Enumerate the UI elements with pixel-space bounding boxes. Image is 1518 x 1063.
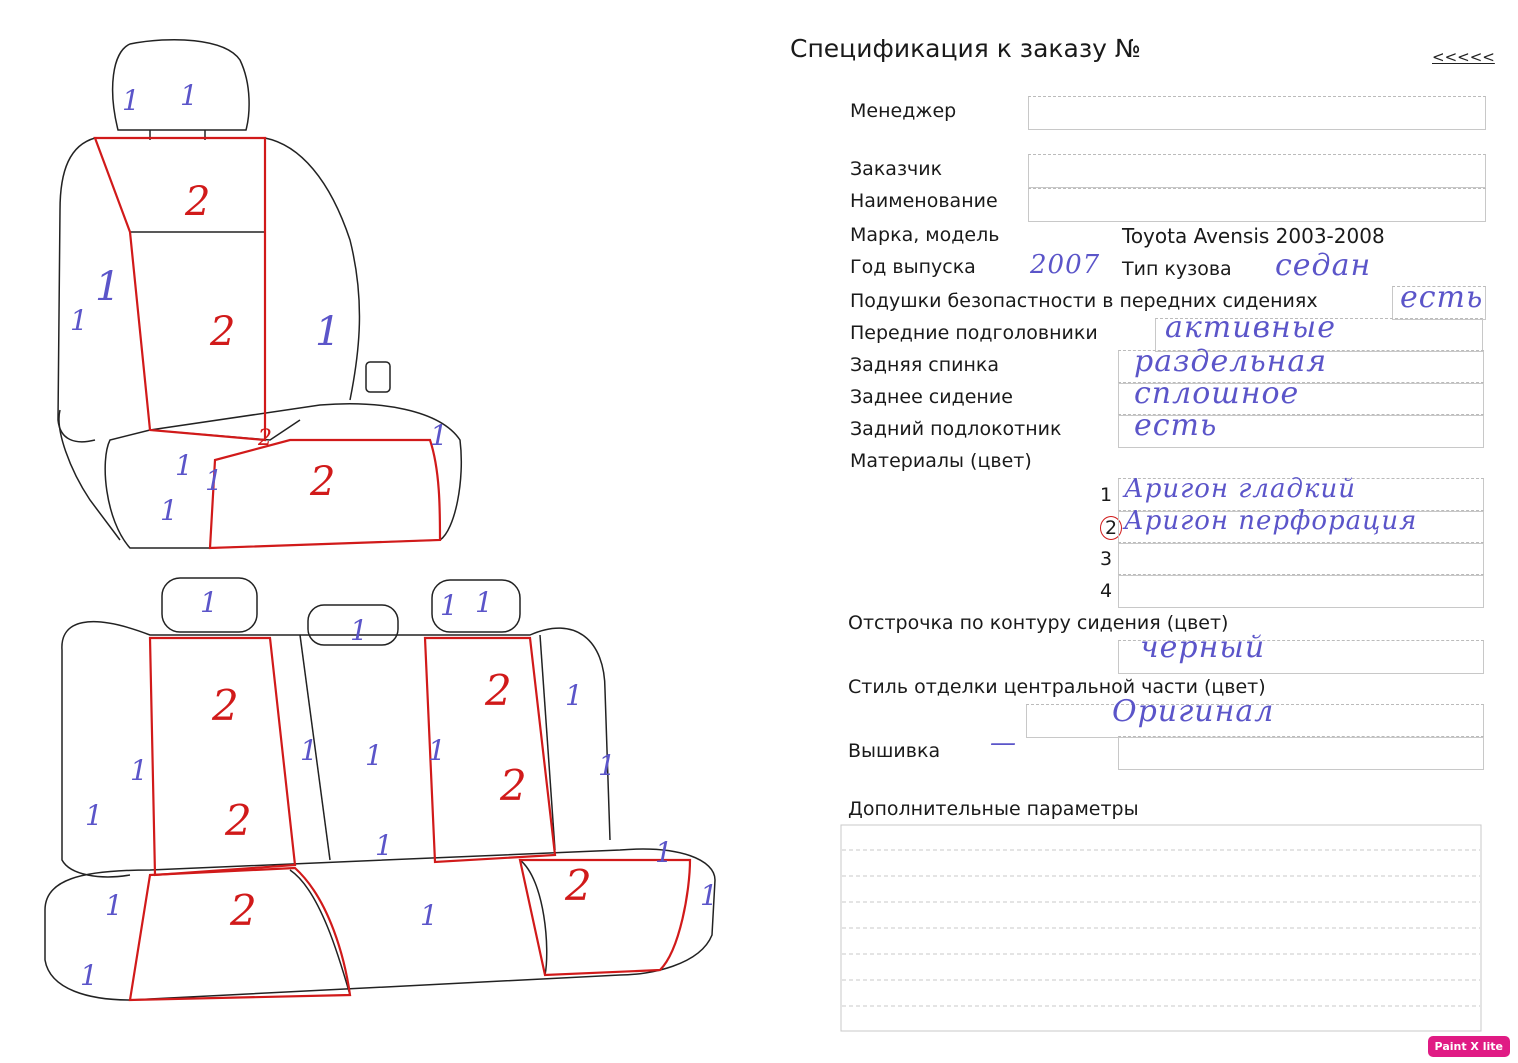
rear-seat-label: Заднее сидение [850,386,1013,408]
zone-mark: 2 [230,886,257,935]
zone-mark: 1 [300,734,318,767]
zone-mark: 2 [225,796,252,845]
manager-field[interactable] [1028,96,1486,130]
year-label: Год выпуска [850,256,976,278]
zone-mark: 2 [500,761,527,810]
materials-label: Материалы (цвет) [850,450,1032,472]
zone-mark: 1 [475,586,493,619]
zone-mark: 1 [430,419,448,452]
material-num-3: 3 [1100,548,1113,570]
zone-mark: 2 [210,309,236,355]
zone-mark: 2 [212,681,239,730]
material-value-2: Аригон перфорация [1124,506,1418,536]
zone-mark: 1 [105,889,123,922]
airbags-value: есть [1400,280,1484,315]
zone-mark: 1 [428,734,446,767]
body-type-value: седан [1275,248,1372,283]
back-link[interactable]: <<<<< [1432,48,1495,66]
zone-mark: 1 [440,589,458,622]
zone-mark: 1 [130,754,148,787]
zone-mark: 1 [180,79,198,112]
front-headrests-value: активные [1165,310,1336,345]
material-num-4: 4 [1100,580,1113,602]
make-model-label: Марка, модель [850,224,1000,246]
embroidery-label: Вышивка [848,740,941,762]
rear-armrest-label: Задний подлокотник [850,418,1062,440]
document-title: Спецификация к заказу № [790,34,1141,63]
zone-mark: 1 [315,309,341,355]
material-field-4[interactable] [1118,574,1484,608]
embroidery-field[interactable] [1118,736,1484,770]
zone-mark: 2 [485,666,512,715]
zone-mark: 1 [420,899,438,932]
body-type-label: Тип кузова [1122,258,1232,280]
zone-mark: 1 [95,264,121,310]
manager-label: Менеджер [850,100,957,122]
material-num-2: 2 [1100,516,1122,540]
rear-seat-value: сплошное [1134,376,1300,411]
zone-mark: 1 [375,829,393,862]
zone-mark: 1 [565,679,583,712]
extra-params-label: Дополнительные параметры [848,798,1139,820]
name-label: Наименование [850,190,998,212]
zone-mark: 1 [365,739,383,772]
customer-label: Заказчик [850,158,943,180]
zone-mark: 1 [598,749,616,782]
zone-mark: 1 [70,304,88,337]
material-value-1: Аригон гладкий [1124,474,1356,504]
app-badge: Paint X lite [1428,1036,1510,1057]
year-value: 2007 [1030,250,1101,280]
name-field[interactable] [1028,188,1486,222]
zone-mark: 1 [85,799,103,832]
embroidery-value: — [990,728,1017,758]
center-style-label: Стиль отделки центральной части (цвет) [848,676,1266,698]
zone-mark: 2 [185,179,211,225]
zone-mark: 2 [310,459,336,505]
stitching-value: черный [1140,630,1266,665]
front-headrests-label: Передние подголовники [850,322,1098,344]
zone-mark: 2 [258,426,272,451]
zone-mark: 1 [350,614,368,647]
stitching-label: Отстрочка по контуру сидения (цвет) [848,612,1229,634]
zone-mark: 1 [655,836,673,869]
zone-mark: 1 [175,449,193,482]
make-model-value: Toyota Avensis 2003-2008 [1122,224,1385,248]
zone-mark: 1 [160,494,178,527]
customer-field[interactable] [1028,154,1486,188]
zone-mark: 1 [200,586,218,619]
airbags-label: Подушки безопастности в передних сидениях [850,290,1318,312]
zone-mark: 1 [122,84,140,117]
material-num-1: 1 [1100,484,1113,506]
zone-mark: 2 [565,861,592,910]
extra-params-area[interactable] [840,824,1484,1034]
center-style-value: Оригинал [1112,694,1275,729]
rear-backrest-value: раздельная [1134,344,1328,379]
zone-mark: 1 [80,959,98,992]
material-field-3[interactable] [1118,542,1484,576]
rear-backrest-label: Задняя спинка [850,354,1000,376]
rear-armrest-value: есть [1134,408,1218,443]
zone-mark: 1 [205,464,223,497]
zone-mark: 1 [700,879,718,912]
